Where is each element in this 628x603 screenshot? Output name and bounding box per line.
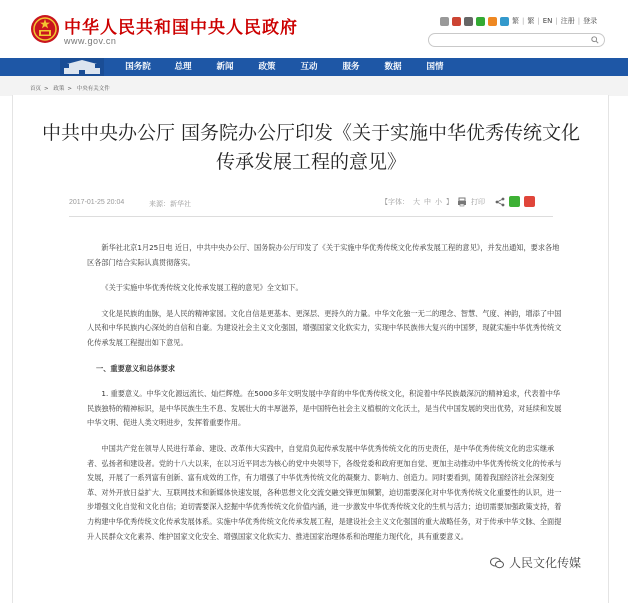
link-separator: | [577, 17, 581, 25]
site-name[interactable]: 中华人民共和国中央人民政府 [64, 18, 298, 38]
search-box [428, 33, 605, 47]
section-heading: 一、重要意义和总体要求 [96, 363, 176, 373]
link-separator: | [555, 17, 558, 25]
weibo-alt-icon[interactable] [488, 17, 497, 26]
print-link[interactable]: 打印 [471, 197, 485, 206]
article-paragraph: 新华社北京1月25日电 近日，中共中央办公厅、国务院办公厅印发了《关于实施中华优秀传统文化传承发展工程的意见》，并发出通知，要求各地区各部门结合实际认真贯彻落实。 [87, 243, 560, 267]
breadcrumb-separator: > [44, 86, 49, 92]
search-icon[interactable] [591, 36, 599, 44]
mail-icon[interactable] [440, 17, 449, 26]
share-weibo-icon[interactable] [524, 196, 535, 207]
print-icon[interactable] [457, 197, 467, 207]
publish-date: 2017-01-25 20:04 [69, 199, 125, 206]
source-name: 新华社 [170, 200, 191, 208]
breadcrumb-central-documents[interactable]: 中央有关文件 [76, 86, 110, 92]
font-size-large-link[interactable]: 大 [413, 197, 420, 206]
font-size-medium-link[interactable]: 中 [424, 197, 431, 206]
rss-icon[interactable] [500, 17, 509, 26]
article-paragraph: 1. 重要意义。中华文化源远流长、灿烂辉煌。在5000多年文明发展中孕育的中华优秀传统文化，积淀着中华民族最深沉的精神追求，代表着中华民族独特的精神标识，是中华民族生生不息、发展壮大的丰厚滋养，是中国特色社会主义植根的文化沃土，是当代中国发展的突出优势，对延续和发展中华文明、促进人类文明进步，发挥着重要作用。 [87, 389, 562, 428]
link-english[interactable]: EN [542, 17, 553, 25]
article-title: 中共中央办公厅 国务院办公厅印发《关于实施中华优秀传统文化传承发展工程的意见》 [41, 122, 581, 173]
nav-item-interaction[interactable]: 互动 [300, 62, 318, 72]
breadcrumb-home[interactable]: 首页 [30, 86, 42, 92]
font-size-small-link[interactable]: 小 [435, 197, 442, 206]
article-tools [381, 196, 535, 207]
site-url: www.gov.cn [64, 36, 117, 46]
link-separator: | [522, 17, 525, 25]
nav-items [114, 58, 456, 76]
source-label: 来源： [149, 200, 170, 208]
nav-item-data[interactable]: 数据 [384, 62, 402, 72]
font-size-bracket: 】 [446, 197, 453, 206]
share-icon[interactable] [495, 197, 505, 207]
article-body [87, 241, 563, 547]
article-paragraph: 文化是民族的血脉，是人民的精神家园。文化自信是更基本、更深层、更持久的力量。中华文化独一无二的理念、智慧、气度、神韵，增添了中国人民和中华民族内心深处的自信和自豪。为建设社会主义文化强国，增强国家文化软实力，实现中华民族伟大复兴的中国梦，现就实施中华优秀传统文化传承发展工程提出如下意见。 [87, 308, 562, 347]
link-register[interactable]: 注册 [560, 17, 575, 25]
breadcrumb-separator: > [67, 86, 72, 92]
wechat-icon[interactable] [476, 17, 485, 26]
link-traditional[interactable]: 繁 [527, 17, 535, 25]
nav-item-news[interactable]: 新闻 [216, 62, 234, 72]
mobile-icon[interactable] [464, 17, 473, 26]
nav-item-national-info[interactable]: 国情 [426, 62, 444, 72]
weibo-icon[interactable] [452, 17, 461, 26]
wechat-logo-icon [490, 557, 504, 569]
top-links [440, 16, 597, 26]
nav-item-state-council[interactable]: 国务院 [125, 62, 151, 72]
article-meta [69, 195, 553, 217]
breadcrumb [30, 84, 113, 92]
link-simplified[interactable]: 繁 [512, 17, 519, 25]
tiananmen-icon [60, 58, 104, 76]
link-separator: | [537, 17, 540, 25]
share-wechat-icon[interactable] [509, 196, 520, 207]
site-header [0, 0, 628, 58]
breadcrumb-policy[interactable]: 政策 [53, 86, 65, 92]
watermark [490, 554, 581, 571]
article-container [12, 95, 609, 603]
nav-item-services[interactable]: 服务 [342, 62, 360, 72]
nav-item-policy[interactable]: 政策 [258, 62, 276, 72]
watermark-text: 人民文化传媒 [509, 556, 582, 570]
article-source [149, 199, 191, 209]
link-login[interactable]: 登录 [583, 17, 598, 25]
nav-item-premier[interactable]: 总理 [174, 62, 192, 72]
font-size-label: 【字体： [381, 197, 409, 206]
national-emblem-icon[interactable] [30, 14, 60, 44]
search-input[interactable] [429, 41, 589, 53]
article-paragraph: 中国共产党在领导人民进行革命、建设、改革伟大实践中，自觉肩负起传承发展中华优秀传统文化的历史责任，是中华优秀传统文化的忠实继承者、弘扬者和建设者。党的十八大以来，在以习近平同志为核心的党中央领导下，各级党委和政府更加自觉、更加主动推动中华优秀传统文化的传承与发展，开展了一系列富有创新、富有成效的工作，有力增强了中华优秀传统文化的凝聚力、影响力、创造力。同时要看到，随着我国经济社会深刻变革、对外开放日益扩大、互联网技术和新媒体快速发展，各种思想文化交流交融交锋更加频繁，迫切需要深化对中华优秀传统文化重要性的认识，进一步增强文化自觉和文化自信；迫切需要深入挖掘中华优秀传统文化价值内涵，进一步激发中华优秀传统文化的生机与活力；迫切需要加强政策支持，着力构建中华优秀传统文化传承发展体系。实施中华优秀传统文化传承发展工程，是建设社会主义文化强国的重大战略任务，对于传承中华文脉、全面提升人民群众文化素养、维护国家文化安全、增强国家文化软实力、推进国家治理体系和治理能力现代化，具有重要意义。 [87, 443, 562, 541]
article-paragraph: 《关于实施中华优秀传统文化传承发展工程的意见》全文如下。 [101, 283, 303, 293]
